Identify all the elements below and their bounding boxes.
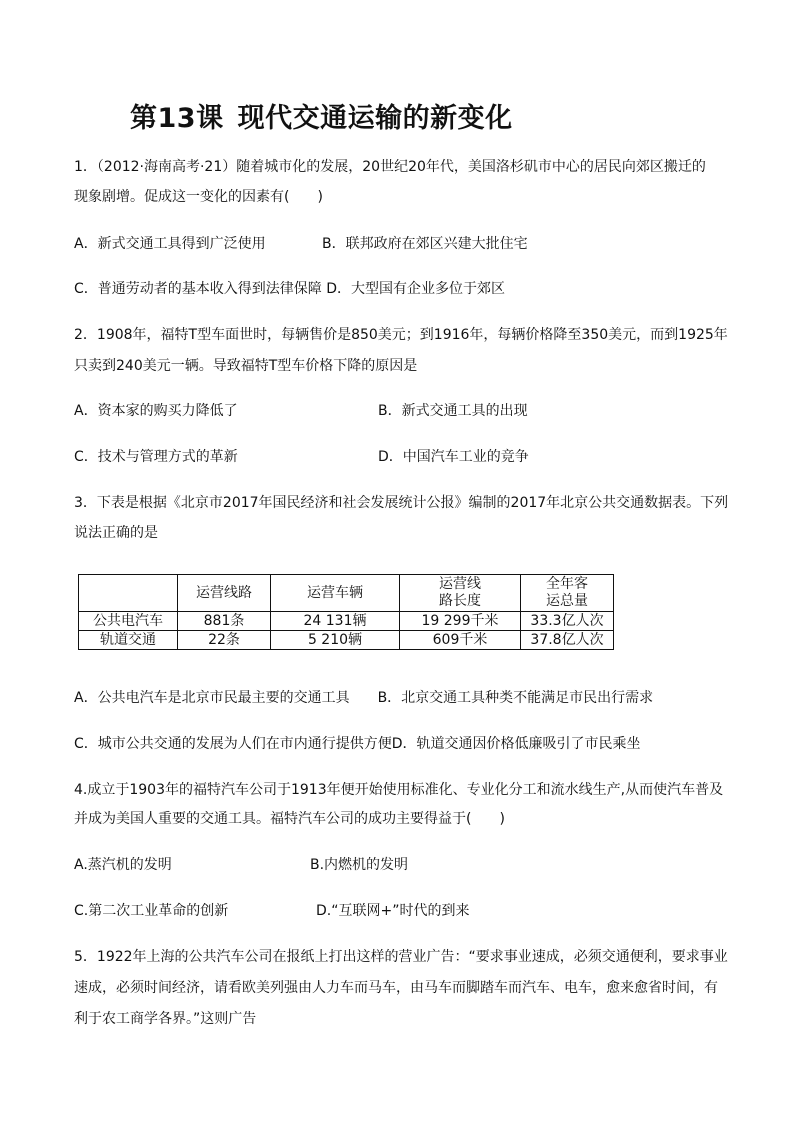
q3-options-cd: C．城市公共交通的发展为人们在市内通行提供方便D．轨道交通因价格低廉吸引了市民乘坐 <box>74 736 641 752</box>
table-cell: 37.8亿人次 <box>521 631 614 650</box>
table-cell: 609千米 <box>400 631 521 650</box>
q2-option-b: B．新式交通工具的出现 <box>378 403 528 419</box>
q4-option-a: A.蒸汽机的发明 <box>74 857 172 873</box>
table-cell: 轨道交通 <box>79 631 178 650</box>
q2-stem-line1: 2．1908年，福特T型车面世时，每辆售价是850美元；到1916年，每辆价格降至350美元，而到1925年 <box>74 327 728 343</box>
header-line: 运总量 <box>546 593 588 609</box>
q1-stem-line2: 现象剧增。促成这一变化的因素有( ) <box>74 189 323 205</box>
q2-option-c: C．技术与管理方式的革新 <box>74 449 238 465</box>
header-line: 运营线 <box>439 576 481 592</box>
q4-stem-line1: 4.成立于1903年的福特汽车公司于1913年便开始使用标准化、专业化分工和流水线生产,从而使汽车普及 <box>74 782 724 798</box>
table-cell: 19 299千米 <box>400 612 521 631</box>
lesson-number: 第13课 <box>130 103 224 134</box>
table-cell: 33.3亿人次 <box>521 612 614 631</box>
q4-option-b: B.内燃机的发明 <box>310 857 409 873</box>
q2-stem-line2: 只卖到240美元一辆。导致福特T型车价格下降的原因是 <box>74 358 418 374</box>
q3-stem-line2: 说法正确的是 <box>74 525 158 541</box>
q2-option-a: A．资本家的购买力降低了 <box>74 403 238 419</box>
q1-option-cd: C．普通劳动者的基本收入得到法律保障 D．大型国有企业多位于郊区 <box>74 281 506 297</box>
q5-stem-line3: 利于农工商学各界。”这则广告 <box>74 1011 257 1027</box>
table-header-cell <box>521 575 614 612</box>
q2-option-d: D．中国汽车工业的竞争 <box>378 449 529 465</box>
q3-stem-line1: 3．下表是根据《北京市2017年国民经济和社会发展统计公报》编制的2017年北京公共交通数据表。下列 <box>74 495 729 511</box>
q4-option-d: D.“互联网+”时代的到来 <box>316 903 470 919</box>
transit-data-table <box>78 574 614 650</box>
table-header-row <box>79 575 614 612</box>
q5-stem-line2: 速成，必须时间经济，请看欧美列强由人力车而马车，由马车而脚踏车而汽车、电车，愈来愈省时间，有 <box>74 980 718 996</box>
q5-stem-line1: 5．1922年上海的公共汽车公司在报纸上打出这样的营业广告：“要求事业速成，必须交通便利，要求事业 <box>74 949 728 965</box>
table-header-cell: 运营线路 <box>178 575 271 612</box>
q4-stem-line2: 并成为美国人重要的交通工具。福特汽车公司的成功主要得益于( ) <box>74 811 505 827</box>
q4-option-c: C.第二次工业革命的创新 <box>74 903 229 919</box>
q1-stem-line1: 1．（2012·海南高考·21）随着城市化的发展，20世纪20年代，美国洛杉矶市中心的居民向郊区搬迁的 <box>74 159 706 175</box>
header-line: 路长度 <box>439 593 481 609</box>
table-row <box>79 631 614 650</box>
table-cell: 5 210辆 <box>271 631 400 650</box>
table-cell: 881条 <box>178 612 271 631</box>
table-header-cell <box>79 575 178 612</box>
q3-options-ab: A．公共电汽车是北京市民最主要的交通工具 B．北京交通工具种类不能满足市民出行需求 <box>74 690 654 706</box>
table-row <box>79 612 614 631</box>
table-cell: 24 131辆 <box>271 612 400 631</box>
header-line: 全年客 <box>546 576 588 592</box>
lesson-name: 现代交通运输的新变化 <box>237 103 513 134</box>
table-header-cell: 运营车辆 <box>271 575 400 612</box>
table-header-cell <box>400 575 521 612</box>
page-title <box>130 96 513 135</box>
q1-option-a: A．新式交通工具得到广泛使用 <box>74 236 266 252</box>
q1-option-b: B．联邦政府在郊区兴建大批住宅 <box>322 236 528 252</box>
table-cell: 22条 <box>178 631 271 650</box>
table-cell: 公共电汽车 <box>79 612 178 631</box>
